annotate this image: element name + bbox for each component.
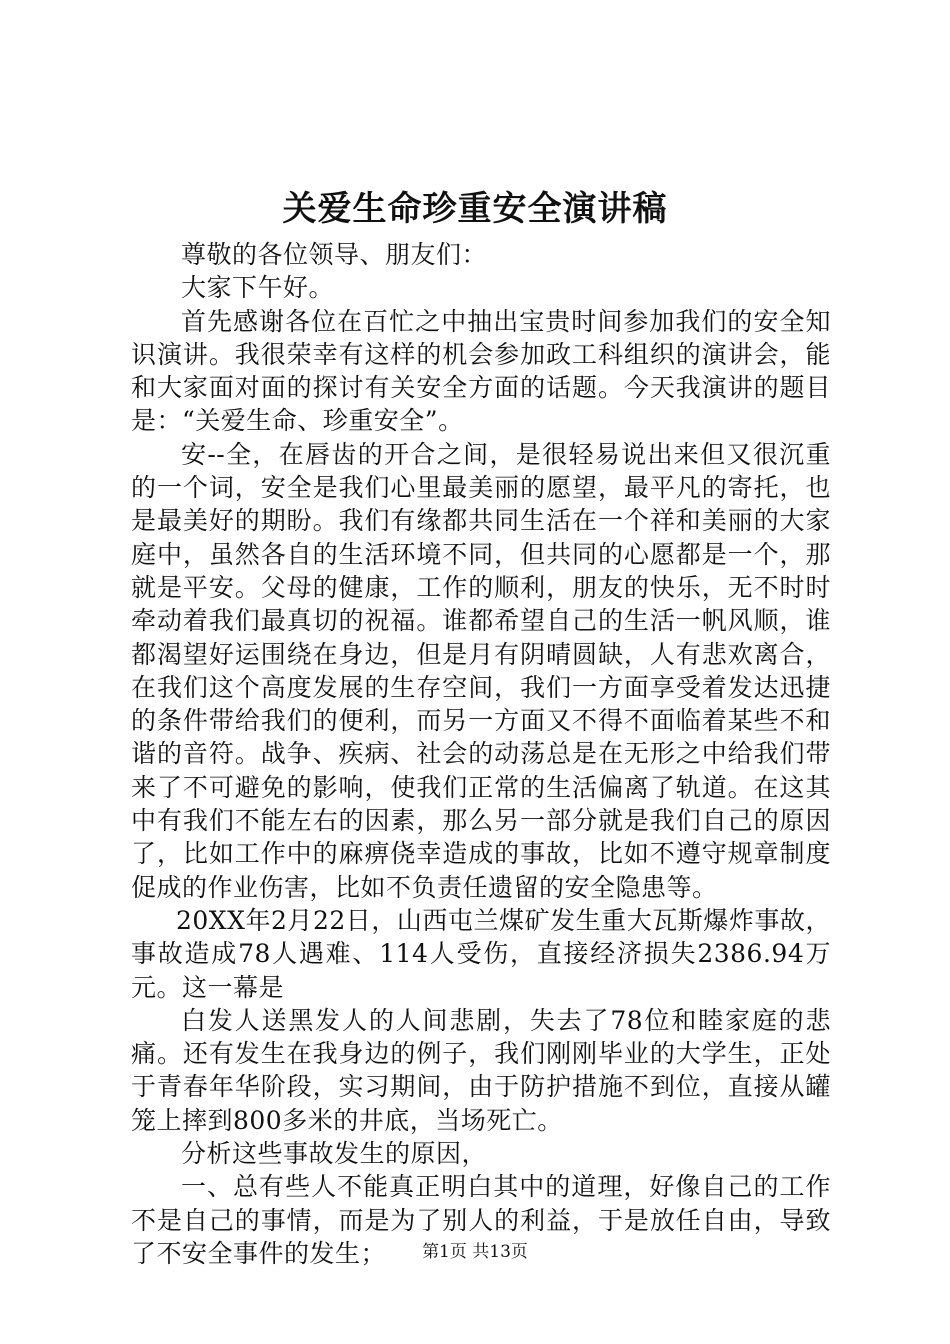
tragedy-paragraph: 白发人送黑发人的人间悲剧，失去了78位和睦家庭的悲痛。还有发生在我身边的例子，我们刚刚毕业的大学生，正处于青春年华阶段，实习期间，由于防护措施不到位，直接从罐笼上摔到800多米的井底，当场死亡。 bbox=[131, 1005, 831, 1135]
salutation-paragraph: 尊敬的各位领导、朋友们： bbox=[181, 240, 488, 269]
accident-paragraph: 20XX年2月22日，山西屯兰煤矿发生重大瓦斯爆炸事故，事故造成78人遇难、114人受伤，直接经济损失2386.94万元。这一幕是 bbox=[131, 905, 831, 1002]
document-body bbox=[131, 238, 831, 1270]
safety-paragraph: 安--全，在唇齿的开合之间，是很轻易说出来但又很沉重的一个词，安全是我们心里最美丽的愿望，最平凡的寄托，也是最美好的期盼。我们有缘都共同生活在一个祥和美丽的大家庭中，虽然各自的生活环境不同，但共同的心愿都是一个，那就是平安。父母的健康，工作的顺利，朋友的快乐，无不时时牵动着我们最真切的祝福。谁都希望自己的生活一帆风顺，谁都渴望好运围绕在身边，但是月有阴晴圆缺，人有悲欢离合，在我们这个高度发展的生存空间，我们一方面享受着发达迅捷的条件带给我们的便利，而另一方面又不得不面临着某些不和谐的音符。战争、疾病、社会的动荡总是在无形之中给我们带来了不可避免的影响，使我们正常的生活偏离了轨道。在这其中有我们不能左右的因素，那么另一部分就是我们自己的原因了，比如工作中的麻痹侥幸造成的事故，比如不遵守规章制度促成的作业伤害，比如不负责任遗留的安全隐患等。 bbox=[131, 439, 831, 902]
document-title: 关爱生命珍重安全演讲稿 bbox=[282, 189, 668, 229]
reason-one-paragraph: 一、总有些人不能真正明白其中的道理，好像自己的工作不是自己的事情，而是为了别人的利益，于是放任自由，导致了不安全事件的发生； bbox=[131, 1172, 831, 1268]
intro-paragraph: 首先感谢各位在百忙之中抽出宝贵时间参加我们的安全知识演讲。我很荣幸有这样的机会参加政工科组织的演讲会，能和大家面对面的探讨有关安全方面的话题。今天我演讲的题目是：“关爱生命、珍重安全”。 bbox=[131, 306, 831, 436]
analysis-paragraph: 分析这些事故发生的原因， bbox=[181, 1139, 488, 1169]
greeting-paragraph: 大家下午好。 bbox=[181, 273, 335, 303]
page-footer: 第1页 共13页 bbox=[422, 1242, 528, 1262]
